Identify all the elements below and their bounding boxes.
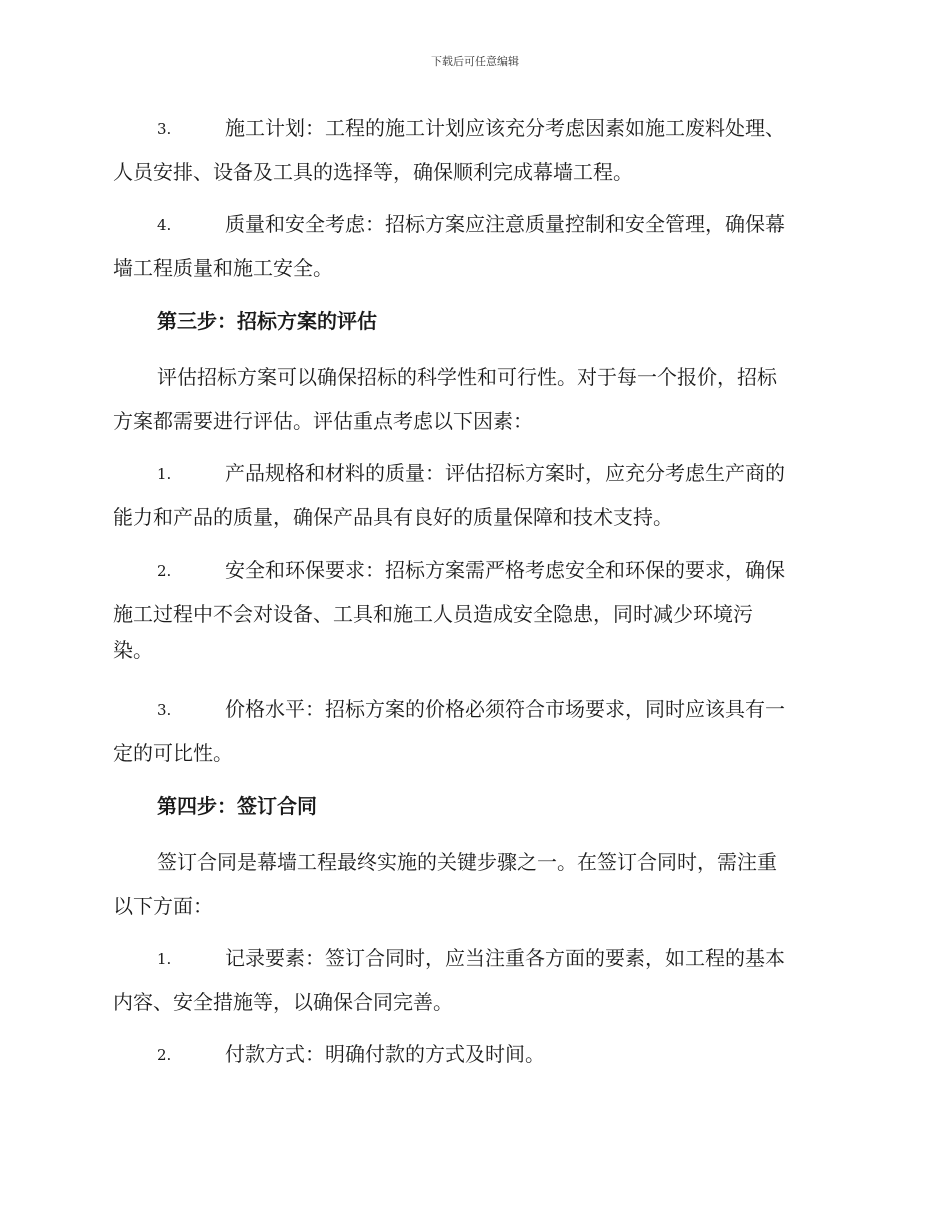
section-heading: 第三步：招标方案的评估 <box>157 309 377 333</box>
list-number: 1. <box>157 465 172 483</box>
list-text: 质量和安全考虑：招标方案应注意质量控制和安全管理，确保幕 <box>225 212 785 236</box>
list-number: 2. <box>157 1046 172 1064</box>
list-text-continued: 染。 <box>113 638 153 662</box>
list-text-continued: 定的可比性。 <box>113 741 233 765</box>
paragraph-line: 签订合同是幕墙工程最终实施的关键步骤之一。在签订合同时，需注重 <box>157 850 777 874</box>
list-text-continued: 墙工程质量和施工安全。 <box>113 256 333 280</box>
list-item <box>113 944 835 1024</box>
list-number: 3. <box>157 701 172 719</box>
list-number: 4. <box>157 216 172 234</box>
list-text-continued: 能力和产品的质量，确保产品具有良好的质量保障和技术支持。 <box>113 505 673 529</box>
list-text: 付款方式：明确付款的方式及时间。 <box>225 1042 545 1066</box>
paragraph-line: 方案都需要进行评估。评估重点考虑以下因素： <box>113 409 533 433</box>
list-item <box>113 556 835 672</box>
section-heading: 第四步：签订合同 <box>157 794 317 818</box>
list-text-continued: 内容、安全措施等，以确保合同完善。 <box>113 990 453 1014</box>
list-text: 施工计划：工程的施工计划应该充分考虑因素如施工废料处理、 <box>225 116 785 140</box>
list-text: 价格水平：招标方案的价格必须符合市场要求，同时应该具有一 <box>225 697 785 721</box>
paragraph <box>113 848 835 920</box>
list-text: 安全和环保要求：招标方案需严格考虑安全和环保的要求，确保 <box>225 558 785 582</box>
list-item <box>113 210 835 290</box>
page-header: 下载后可任意编辑 <box>431 55 519 68</box>
list-item <box>113 695 835 775</box>
list-item <box>113 459 835 539</box>
list-number: 1. <box>157 950 172 968</box>
list-text-continued: 施工过程中不会对设备、工具和施工人员造成安全隐患，同时减少环境污 <box>113 602 753 626</box>
paragraph-line: 评估招标方案可以确保招标的科学性和可行性。对于每一个报价，招标 <box>157 365 777 389</box>
paragraph-line: 以下方面： <box>113 894 213 918</box>
list-number: 3. <box>157 120 172 138</box>
list-text-continued: 人员安排、设备及工具的选择等，确保顺利完成幕墙工程。 <box>113 160 633 184</box>
list-item <box>113 114 835 194</box>
list-number: 2. <box>157 562 172 580</box>
list-text: 记录要素：签订合同时，应当注重各方面的要素，如工程的基本 <box>225 946 785 970</box>
paragraph <box>113 363 835 435</box>
list-item <box>113 1040 835 1084</box>
list-text: 产品规格和材料的质量：评估招标方案时，应充分考虑生产商的 <box>225 461 785 485</box>
